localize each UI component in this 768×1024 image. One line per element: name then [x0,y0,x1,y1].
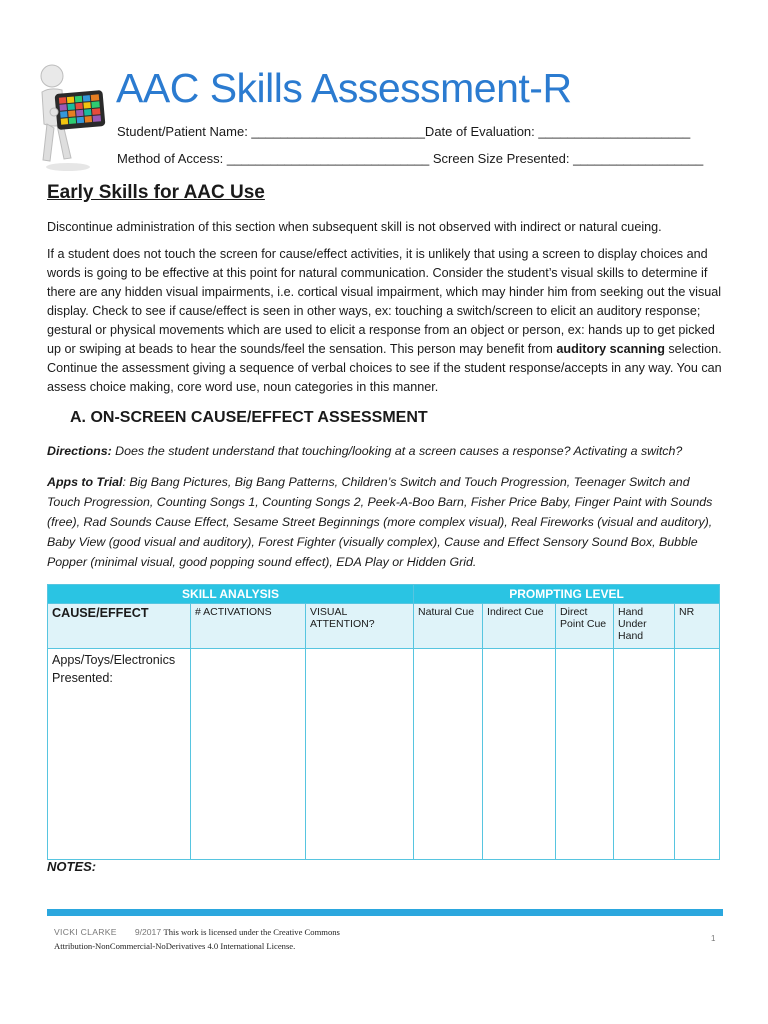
cell-indirect-cue[interactable] [483,649,556,860]
access-screen-field-line[interactable]: Method of Access: ____________________________ Screen Size Presented: __________________ [117,151,704,166]
license-link[interactable]: This work is licensed under the Creative Commons [163,927,340,937]
assessment-table [47,584,720,860]
license-link-continued[interactable]: Attribution-NonCommercial-NoDerivatives 4.0 International License. [54,941,296,951]
column-hand-under-hand: Hand Under Hand [614,604,675,649]
column-visual-attention: VISUAL ATTENTION? [306,604,414,649]
prompting-level-header: PROMPTING LEVEL [414,585,720,604]
row-label-apps-presented: Apps/Toys/Electronics Presented: [48,649,191,860]
table-group-header-row [48,585,720,604]
table-row [48,649,720,860]
column-indirect-cue: Indirect Cue [483,604,556,649]
cell-direct-point-cue[interactable] [556,649,614,860]
footer-divider-bar [47,909,723,916]
cell-hand-under-hand[interactable] [614,649,675,860]
body-paragraph [47,245,725,397]
column-natural-cue: Natural Cue [414,604,483,649]
column-nr: NR [675,604,720,649]
cell-visual-attention[interactable] [306,649,414,860]
column-activations: # ACTIVATIONS [191,604,306,649]
discontinue-paragraph: Discontinue administration of this section when subsequent skill is not observed with indirect or natural cueing. [47,220,662,234]
apps-label: Apps to Trial [47,475,123,489]
notes-label: NOTES: [47,859,97,874]
column-cause-effect: CAUSE/EFFECT [48,604,191,649]
subsection-heading: A. ON-SCREEN CAUSE/EFFECT ASSESSMENT [70,409,428,426]
apps-text: : Big Bang Pictures, Big Bang Patterns, Children’s Switch and Touch Progression, Teenager Switch and Touch Progression, Counting Songs 1, Counting Songs 2, Peek-A-Boo Barn, Fisher Price Baby, Finger Paint with Sounds (free), Rad Sounds Cause Effect, Sesame Street Beginnings (more complex visual), Real Fireworks (visual and auditory), Baby View (good visual and auditory), Forest Fighter (visually complex), Cause and Effect Sensory Sound Box, Bubble Popper (minimal visual, good popping sound effect), EDA Play or Hidden Grid. [47,475,713,569]
cell-natural-cue[interactable] [414,649,483,860]
column-direct-point-cue: Direct Point Cue [556,604,614,649]
skill-analysis-header: SKILL ANALYSIS [48,585,414,604]
cell-activations[interactable] [191,649,306,860]
footer-date: 9/2017 [134,927,162,937]
directions-paragraph [47,441,725,461]
apps-paragraph [47,472,725,572]
person-holding-tablet-icon [30,62,112,172]
body-text-part-1: If a student does not touch the screen for cause/effect activities, it is unlikely that using a screen to display choices and words is going to be effective at this point for natural communication. Consider the student’s visual skills to determine if there are any hidden visual impairments, i.e. cortical visual impairment, which may hinder him from seeking out the visual display. Check to see if cause/effect is seen in other ways, ex: touching a switch/screen to elicit an auditory response; gestural or physical movements which are used to elicit a response from an object or person, ex: hands up to get picked up or swiping at beads to hear the sounds/feel the sensation. This person may benefit from [47,247,722,356]
directions-label: Directions: [47,444,112,458]
student-date-field-line[interactable]: Student/Patient Name: ________________________Date of Evaluation: _____________________ [117,124,691,139]
cell-nr[interactable] [675,649,720,860]
footer-author: VICKI CLARKE [54,927,117,937]
page-number: 1 [711,934,716,943]
footer-line-1 [54,927,340,937]
table-column-header-row [48,604,720,649]
directions-text: Does the student understand that touching/looking at a screen causes a response? Activating a switch? [111,444,683,458]
body-text-part-2: selection. Continue the assessment giving a sequence of verbal choices to see if the student response/accepts in any way. You can assess choice making, core word use, noun categories in this manner. [47,342,722,394]
document-title: AAC Skills Assessment-R [116,65,572,111]
auditory-scanning-term: auditory scanning [556,342,665,356]
section-heading: Early Skills for AAC Use [47,182,265,203]
